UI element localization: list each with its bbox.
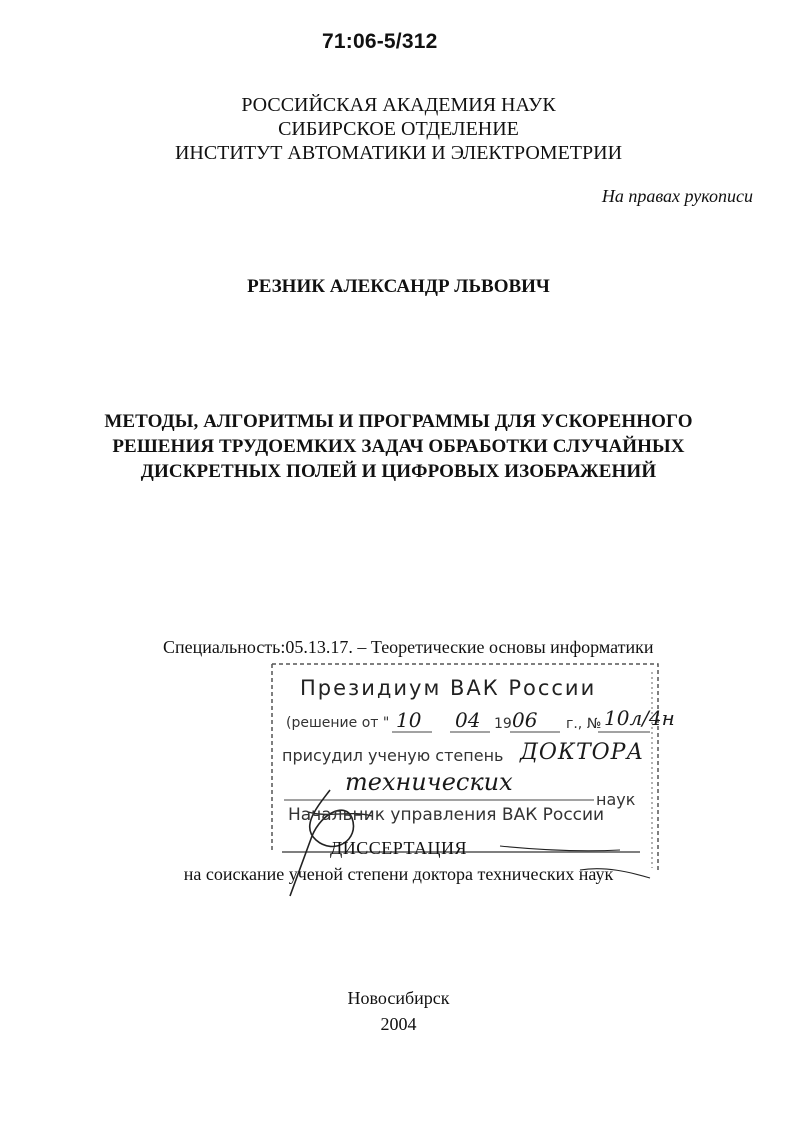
rights-note: На правах рукописи (601, 186, 753, 206)
organization-line-2: СИБИРСКОЕ ОТДЕЛЕНИЕ (278, 118, 519, 140)
stamp-handwritten-number: 10л/4н (604, 706, 675, 730)
title-line-3: ДИСКРЕТНЫХ ПОЛЕЙ И ЦИФРОВЫХ ИЗОБРАЖЕНИЙ (140, 461, 657, 482)
stamp-month: 04 (455, 708, 481, 732)
stamp-year-prefix: 19 (494, 716, 512, 732)
document-type: ДИССЕРТАЦИЯ (329, 838, 468, 858)
title-line-1: МЕТОДЫ, АЛГОРИТМЫ И ПРОГРАММЫ ДЛЯ УСКОРЕННОГО (104, 411, 693, 432)
catalog-number: 71:06-5/312 (322, 30, 438, 53)
city: Новосибирск (347, 988, 450, 1008)
stamp-head: Начальник управления ВАК России (288, 805, 605, 825)
stamp-handwritten-year: 06 (512, 708, 538, 732)
stamp-sciences: наук (596, 790, 636, 809)
organization-line-3: ИНСТИТУТ АВТОМАТИКИ И ЭЛЕКТРОМЕТРИИ (174, 142, 623, 164)
specialty: Специальность:05.13.17. – Теоретические основы информатики (163, 637, 654, 657)
stamp-day: 10 (396, 708, 422, 732)
stamp-handwritten-degree: ДОКТОРА (520, 740, 645, 765)
organization-line-1: РОССИЙСКАЯ АКАДЕМИЯ НАУК (241, 94, 556, 116)
stamp-title: Президиум ВАК России (300, 676, 597, 700)
stamp-handwritten-field: технических (345, 768, 513, 796)
year: 2004 (380, 1014, 417, 1034)
stamp-awarded: присудил ученую степень (282, 746, 504, 765)
degree-line: на соискание ученой степени доктора технических наук (183, 864, 614, 884)
stamp-number-label: г., № (566, 716, 602, 732)
title-line-2: РЕШЕНИЯ ТРУДОЕМКИХ ЗАДАЧ ОБРАБОТКИ СЛУЧАЙНЫХ (112, 436, 685, 457)
stamp-decision-prefix: (решение от " (286, 715, 390, 731)
author-name: РЕЗНИК АЛЕКСАНДР ЛЬВОВИЧ (247, 276, 550, 297)
